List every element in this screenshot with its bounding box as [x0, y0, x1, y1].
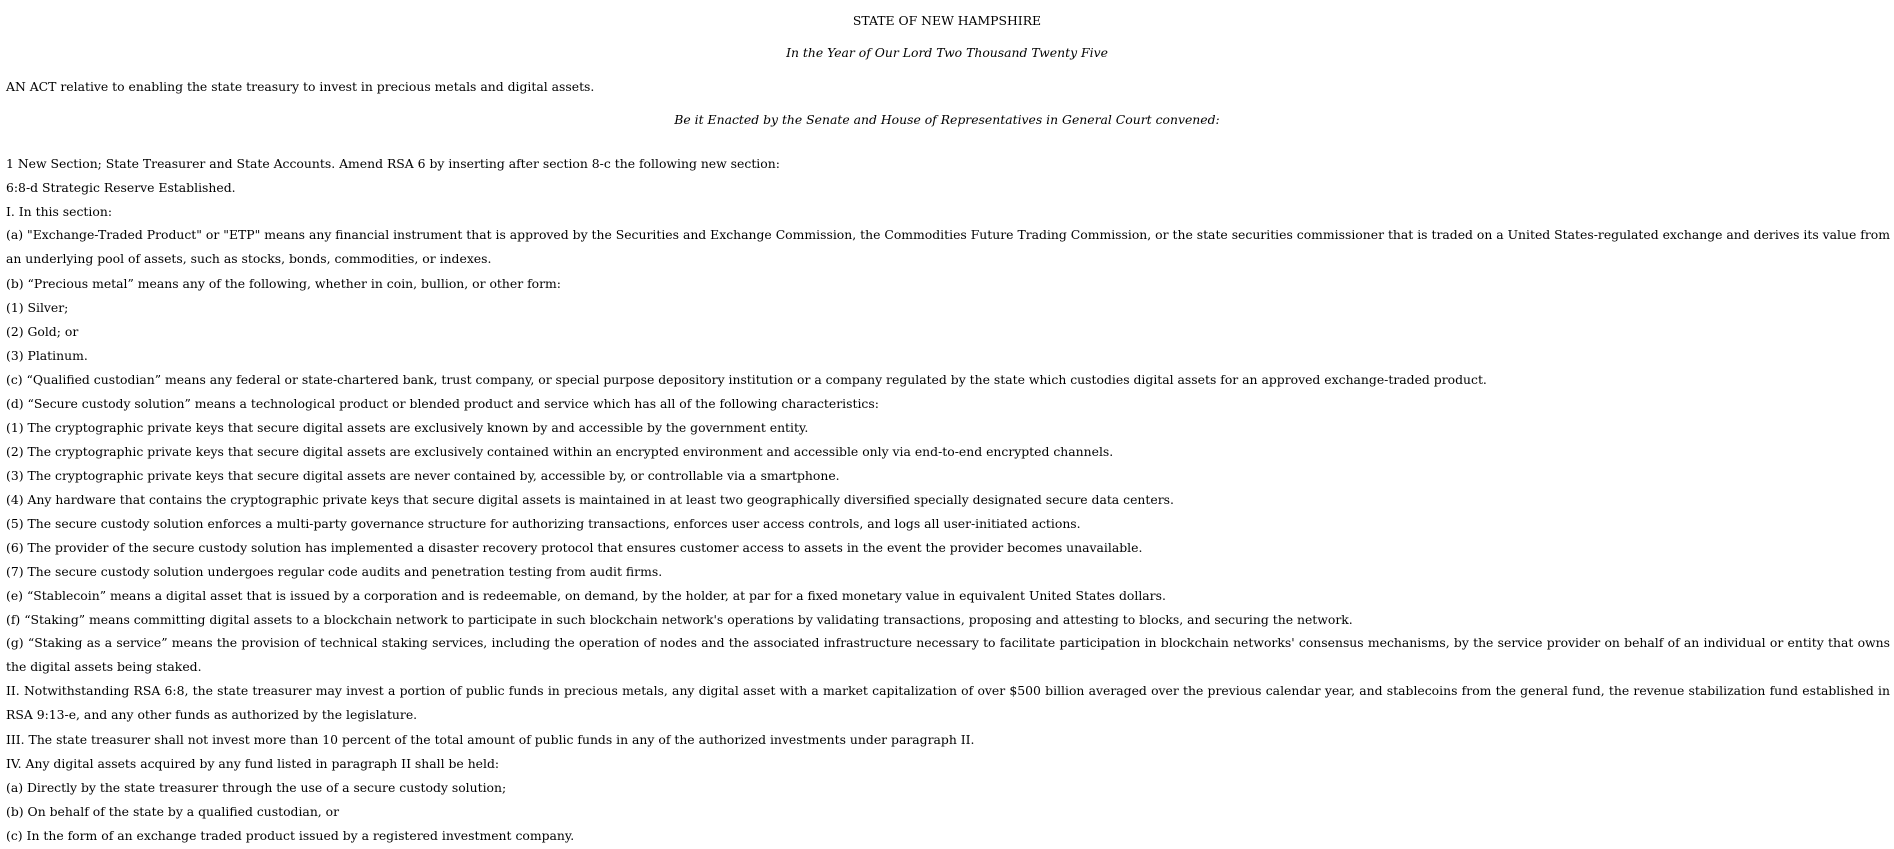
- definition-qualified-custodian: (c) “Qualified custodian” means any federal or state-chartered bank, trust company, or special purpose depository institution or a company regulated by the state which custodies digital assets for an approved exchange-traded product.: [6, 372, 1487, 387]
- custody-item-3: (3) The cryptographic private keys that secure digital assets are never contained by, accessible by, or controllable via a smartphone.: [6, 468, 840, 483]
- enacting-clause: Be it Enacted by the Senate and House of Representatives in General Court convened:: [674, 112, 1220, 127]
- list-item-gold: (2) Gold; or: [6, 324, 79, 339]
- custody-item-6: (6) The provider of the secure custody solution has implemented a disaster recovery protocol that ensures customer access to assets in the event the provider becomes unavailable.: [6, 540, 1143, 555]
- list-item-silver: (1) Silver;: [6, 300, 69, 315]
- holding-item-a: (a) Directly by the state treasurer through the use of a secure custody solution;: [6, 780, 507, 795]
- definition-secure-custody: (d) “Secure custody solution” means a technological product or blended product and service which has all of the following characteristics:: [6, 396, 879, 411]
- definition-staking-service: (g) “Staking as a service” means the provision of technical staking services, including the operation of nodes and the associated infrastructure necessary to facilitate participation in blockchain networks' consensus mechanisms, by the service provider on behalf of an individual or entity that owns the digital assets being staked.: [6, 635, 1890, 674]
- section-amendment: 1 New Section; State Treasurer and State Accounts. Amend RSA 6 by inserting after section 8-c the following new section:: [6, 156, 780, 171]
- custody-item-7: (7) The secure custody solution undergoes regular code audits and penetration testing from audit firms.: [6, 564, 663, 579]
- state-heading: STATE OF NEW HAMPSHIRE: [852, 13, 1042, 28]
- definition-etp: (a) "Exchange-Traded Product" or "ETP" means any financial instrument that is approved by the Securities and Exchange Commission, the Commodities Future Trading Commission, or the state securities commissioner that is traded on a United States-regulated exchange and derives its value from an underlying pool of assets, such as stocks, bonds, commodities, or indexes.: [6, 227, 1890, 266]
- session-year: In the Year of Our Lord Two Thousand Twenty Five: [786, 45, 1108, 60]
- definition-staking: (f) “Staking” means committing digital assets to a blockchain network to participate in such blockchain network's operations by validating transactions, proposing and attesting to blocks, and securing the network.: [6, 612, 1353, 627]
- definition-precious-metal: (b) “Precious metal” means any of the following, whether in coin, bullion, or other form:: [6, 276, 561, 291]
- custody-item-2: (2) The cryptographic private keys that secure digital assets are exclusively contained within an encrypted environment and accessible only via end-to-end encrypted channels.: [6, 444, 1114, 459]
- paragraph-ii: II. Notwithstanding RSA 6:8, the state treasurer may invest a portion of public funds in precious metals, any digital asset with a market capitalization of over $500 billion averaged over the previous calendar year, and stablecoins from the general fund, the revenue stabilization fund established in RSA 9:13-e, and any other funds as authorized by the legislature.: [6, 683, 1890, 722]
- custody-item-4: (4) Any hardware that contains the cryptographic private keys that secure digital assets is maintained in at least two geographically diversified specially designated secure data centers.: [6, 492, 1174, 507]
- paragraph-iv: IV. Any digital assets acquired by any fund listed in paragraph II shall be held:: [6, 756, 500, 771]
- holding-item-b: (b) On behalf of the state by a qualified custodian, or: [6, 804, 340, 819]
- definition-stablecoin: (e) “Stablecoin” means a digital asset that is issued by a corporation and is redeemable, on demand, by the holder, at par for a fixed monetary value in equivalent United States dollars.: [6, 588, 1166, 603]
- custody-item-1: (1) The cryptographic private keys that secure digital assets are exclusively known by and accessible by the government entity.: [6, 420, 809, 435]
- section-heading: 6:8-d Strategic Reserve Established.: [6, 180, 236, 195]
- act-title: AN ACT relative to enabling the state treasury to invest in precious metals and digital assets.: [6, 79, 595, 94]
- paragraph-iii: III. The state treasurer shall not invest more than 10 percent of the total amount of public funds in any of the authorized investments under paragraph II.: [6, 732, 975, 747]
- holding-item-c: (c) In the form of an exchange traded product issued by a registered investment company.: [6, 828, 575, 843]
- paragraph-i: I. In this section:: [6, 204, 112, 219]
- custody-item-5: (5) The secure custody solution enforces a multi-party governance structure for authorizing transactions, enforces user access controls, and logs all user-initiated actions.: [6, 516, 1081, 531]
- list-item-platinum: (3) Platinum.: [6, 348, 88, 363]
